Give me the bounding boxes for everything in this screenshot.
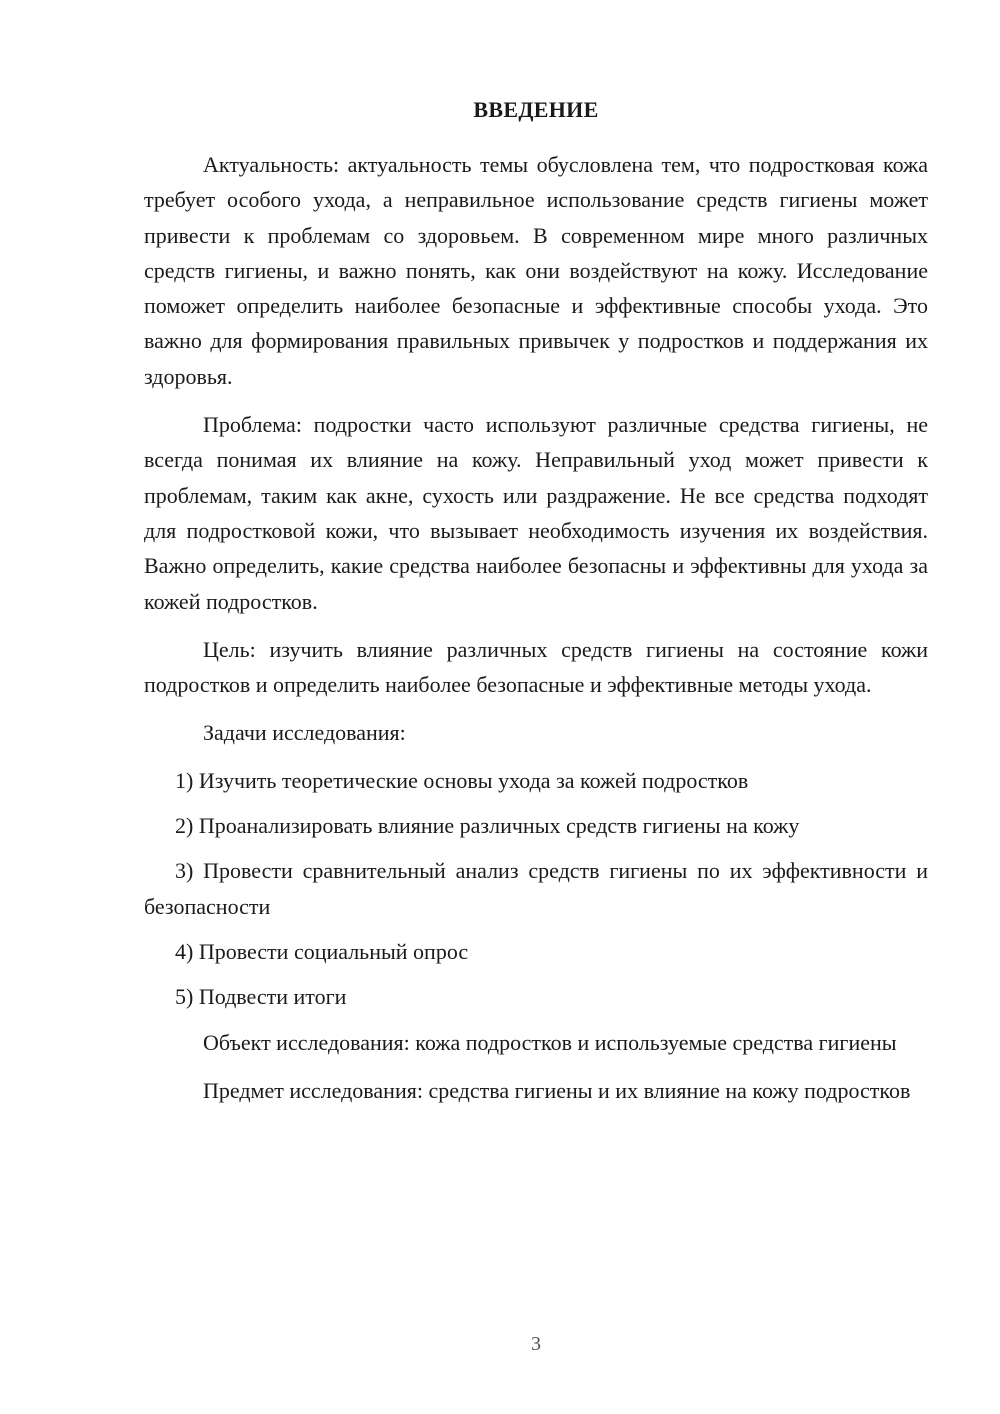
tasks-heading: Задачи исследования: — [203, 720, 406, 746]
task-item-4: 4) Провести социальный опрос — [175, 938, 469, 964]
task-item-2: 2) Проанализировать влияние различных средств гигиены на кожу — [175, 813, 800, 839]
page-number: 3 — [531, 1333, 541, 1355]
paragraph-subject: Предмет исследования: средства гигиены и их влияние на кожу подростков — [203, 1077, 911, 1103]
paragraph-goal: Цель: изучить влияние различных средств гигиены на состояние кожи подростков и определить наиболее безопасные и эффективные методы ухода. — [144, 636, 928, 698]
page-title: ВВЕДЕНИЕ — [473, 97, 599, 122]
task-item-5: 5) Подвести итоги — [175, 984, 347, 1010]
task-item-3: 3) Провести сравнительный анализ средств гигиены по их эффективности и безопасности — [144, 858, 928, 919]
document-page — [144, 95, 928, 1121]
paragraph-problem: Проблема: подростки часто используют различные средства гигиены, не всегда понимая их влияние на кожу. Неправильный уход может привести к проблемам, таким как акне, сухость или раздражение. Не все средства подходят для подростковой кожи, что вызывает необходимость изучения их воздействия. Важно определить, какие средства наиболее безопасны и эффективны для ухода за кожей подростков. — [144, 412, 928, 614]
paragraph-actuality: Актуальность: актуальность темы обусловлена тем, что подростковая кожа требует особого ухода, а неправильное использование средств гигиены может привести к проблемам со здоровьем. В современном мире много различных средств гигиены, и важно понять, как они воздействуют на кожу. Исследование поможет определить наиболее безопасные и эффективные способы ухода. Это важно для формирования правильных привычек у подростков и поддержания их здоровья. — [144, 152, 928, 389]
paragraph-object: Объект исследования: кожа подростков и используемые средства гигиены — [203, 1029, 897, 1055]
task-item-1: 1) Изучить теоретические основы ухода за кожей подростков — [175, 767, 749, 793]
